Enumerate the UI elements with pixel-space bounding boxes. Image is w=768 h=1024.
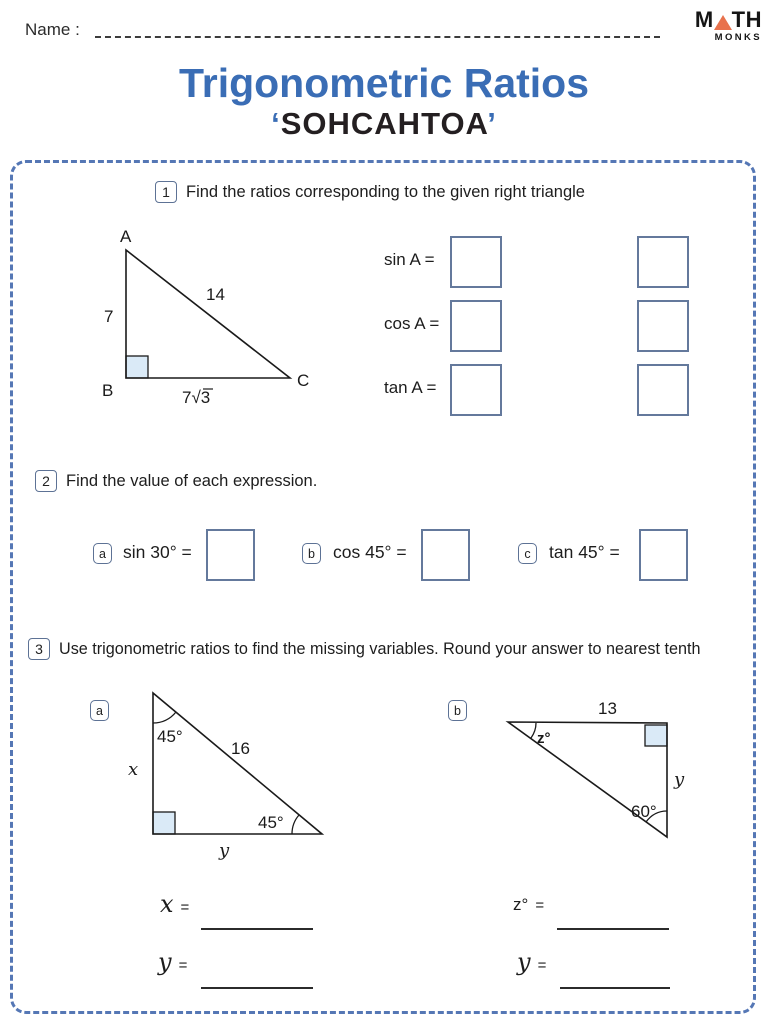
q2-part-b-tag: b: [308, 546, 315, 561]
q3-triangle-a-figure: [115, 682, 355, 862]
q3b-top-side-label: 13: [598, 699, 617, 718]
q2-part-c-tag: c: [524, 546, 531, 561]
q1-cos-answer-box-2[interactable]: [637, 300, 689, 352]
q3a-side-x-label: x: [128, 759, 139, 780]
q2-number: 2: [42, 473, 50, 489]
q1-cos-answer-box[interactable]: [450, 300, 502, 352]
q3b-side-y-label: y: [674, 769, 685, 790]
q3a-var-y: y: [158, 948, 172, 976]
q3b-var-y: y: [517, 948, 531, 976]
logo-m: M: [694, 7, 714, 32]
q3a-answer-y-label: [158, 948, 187, 976]
q3b-left-angle-arc: [531, 723, 536, 738]
q1-sin-answer-box-2[interactable]: [637, 236, 689, 288]
page-subtitle: [0, 106, 768, 142]
q3a-eq-x: =: [180, 899, 190, 916]
q2-part-c-badge: [518, 543, 537, 564]
q1-vertex-a-label: A: [120, 227, 132, 246]
q3a-right-angle-marker: [153, 812, 175, 834]
q1-side-bc-label: 7√3: [182, 388, 211, 407]
q1-tan-answer-box-2[interactable]: [637, 364, 689, 416]
q3-triangle-b-figure: [485, 690, 700, 850]
q1-right-angle-marker: [126, 356, 148, 378]
q3-part-b-tag: b: [454, 703, 461, 718]
name-label: Name :: [25, 20, 80, 39]
q3b-var-z: z°: [513, 895, 529, 914]
q3-prompt: Use trigonometric ratios to find the missing variables. Round your answer to nearest tenth: [59, 640, 701, 658]
q3-part-a-tag: a: [96, 703, 103, 718]
q3a-answer-x-label: [160, 890, 189, 918]
page-title: Trigonometric Ratios: [178, 60, 590, 106]
q3a-var-x: x: [160, 890, 174, 918]
q3-number: 3: [35, 641, 43, 657]
q3a-top-angle-label: 45°: [157, 727, 183, 746]
q1-tan-answer-box[interactable]: [450, 364, 502, 416]
name-fill-line[interactable]: [95, 36, 660, 38]
q2-part-b-expression: cos 45° =: [333, 542, 407, 562]
q2-part-c-expression: tan 45° =: [549, 542, 620, 562]
q3-part-b-badge: [448, 700, 467, 721]
math-monks-logo: [686, 9, 762, 43]
q2-prompt: Find the value of each expression.: [66, 472, 318, 490]
q1-number: 1: [162, 184, 170, 200]
q1-vertex-c-label: C: [297, 371, 310, 390]
q3b-z-angle-label: z°: [537, 730, 551, 747]
q3a-triangle-outline: [153, 693, 322, 834]
q2-part-a-badge: [93, 543, 112, 564]
q3b-answer-z-label: [513, 895, 544, 915]
q2-part-a-expression: sin 30° =: [123, 542, 192, 562]
q3a-bottom-angle-arc: [292, 815, 299, 834]
q3a-side-y-label: y: [219, 840, 230, 861]
subtitle-close-quote: ’: [487, 106, 497, 141]
q1-triangle-figure: [88, 224, 323, 409]
q1-vertex-b-label: B: [102, 381, 114, 400]
q3b-answer-z-line[interactable]: [557, 928, 669, 930]
logo-th: TH: [731, 7, 762, 32]
subtitle-open-quote: ‘: [271, 106, 281, 141]
q3a-answer-x-line[interactable]: [201, 928, 313, 930]
q1-prompt: Find the ratios corresponding to the given right triangle: [186, 183, 585, 201]
q3b-bottom-angle-label: 60°: [631, 802, 657, 821]
q1-row-sin-label: sin A =: [384, 250, 435, 269]
q3a-bottom-angle-label: 45°: [258, 813, 284, 832]
logo-subtext: MONKS: [714, 32, 762, 43]
q1-sin-answer-box[interactable]: [450, 236, 502, 288]
q3a-top-angle-arc: [153, 712, 176, 723]
logo-triangle-icon: [714, 15, 732, 30]
q2-part-c-answer-box[interactable]: [639, 529, 688, 581]
q3-part-a-badge: [90, 700, 109, 721]
q3b-eq-y: =: [537, 957, 547, 974]
q3a-answer-y-line[interactable]: [201, 987, 313, 989]
q1-row-cos-label: cos A =: [384, 314, 440, 333]
subtitle-text: SOHCAHTOA: [280, 106, 488, 141]
q2-part-a-tag: a: [99, 546, 106, 561]
logo-wordmark: [695, 9, 762, 31]
q3b-right-angle-marker: [645, 725, 667, 746]
q2-part-a-answer-box[interactable]: [206, 529, 255, 581]
q2-number-box: [35, 470, 57, 492]
q1-triangle-outline: [126, 250, 290, 378]
q2-part-b-answer-box[interactable]: [421, 529, 470, 581]
q2-part-b-badge: [302, 543, 321, 564]
q3-number-box: [28, 638, 50, 660]
q3a-hyp-label: 16: [231, 739, 250, 758]
q1-side-ac-label: 14: [206, 285, 225, 304]
q1-row-tan-label: tan A =: [384, 378, 437, 397]
q3b-answer-y-line[interactable]: [560, 987, 670, 989]
q1-number-box: [155, 181, 177, 203]
q3b-eq-z: =: [535, 897, 545, 914]
q3b-answer-y-label: [517, 948, 546, 976]
q3a-eq-y: =: [178, 957, 188, 974]
q1-side-ab-label: 7: [104, 307, 114, 326]
